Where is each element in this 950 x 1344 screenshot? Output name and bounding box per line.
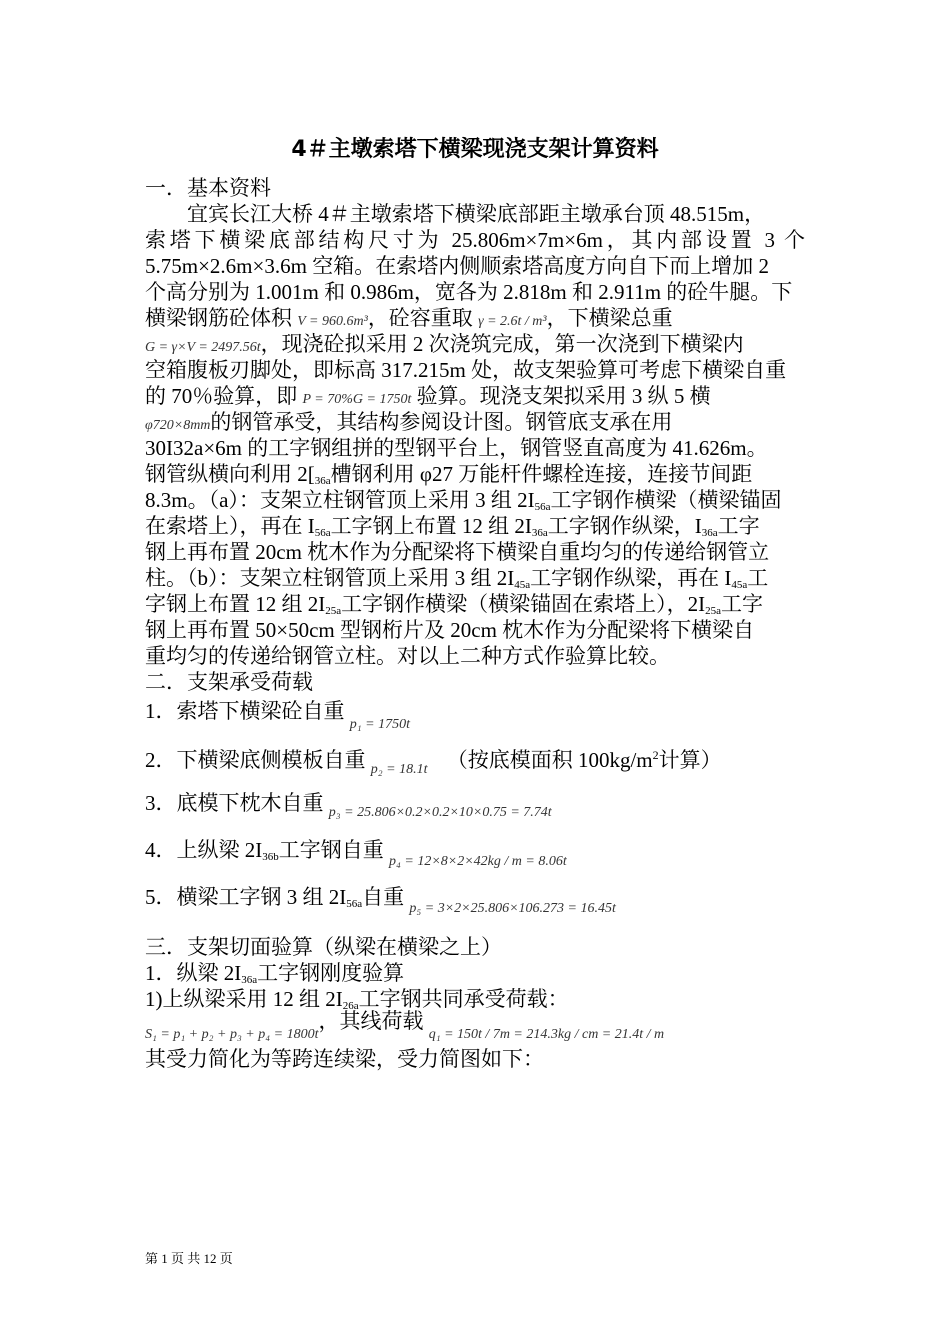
text-run: 的钢管承受，其结构参阅设计图。钢管底支承在用 — [210, 410, 673, 434]
section-heading-load: 二．支架承受荷载 — [145, 670, 313, 694]
text-run: 工字钢作纵梁，I — [547, 514, 702, 538]
formula-density: γ = 2.6t / m³ — [478, 314, 547, 329]
text-run: ，其线荷载 — [318, 1009, 424, 1033]
text-run: 的 70％验算，即 — [145, 384, 298, 408]
subscript: 36a — [701, 527, 718, 539]
text-run: 4．上纵梁 2I — [145, 838, 263, 862]
text-run: 柱。（b）：支架立柱钢管顶上采用 3 组 2I — [145, 566, 515, 590]
text-run: 工字钢作横梁（横梁锚固 — [550, 488, 782, 512]
text-run: 工字钢作横梁（横梁锚固在索塔上），2I — [341, 592, 706, 616]
text-run: 工字钢自重 — [278, 838, 384, 862]
text-run: 工字 — [717, 514, 760, 538]
subscript: 36a — [531, 527, 548, 539]
text-run: 工字 — [721, 592, 764, 616]
text-run: 3．底模下枕木自重 — [145, 791, 324, 815]
paragraph-line: 宜宾长江大桥 4＃主墩索塔下横梁底部距主墩承台顶 48.515m， — [187, 202, 766, 226]
load-item-2 — [145, 742, 722, 777]
page-footer: 第 1 页 共 12 页 — [145, 1251, 233, 1266]
text-run: 工字钢作纵梁，再在 I — [530, 566, 732, 590]
text-run: ，砼容重取 — [367, 306, 473, 330]
load-item-1 — [145, 698, 410, 732]
paragraph-line: 钢上再布置 20cm 枕木作为分配梁将下横梁自重均匀的传递给钢管立 — [145, 540, 770, 564]
formula-weight: G = γ×V = 2497.56t — [145, 340, 261, 355]
text-run: 工字钢刚度验算 — [257, 961, 405, 985]
paragraph-line: 钢上再布置 50×50cm 型钢桁片及 20cm 枕木作为分配梁将下横梁自 — [145, 618, 755, 642]
subscript: 56a — [534, 501, 551, 513]
text-run: 横梁钢筋砼体积 — [145, 306, 292, 330]
text-run: 槽钢利用 φ27 万能杆件螺栓连接，连接节间距 — [330, 462, 753, 486]
paragraph-line: 重均匀的传递给钢管立柱。对以上二种方式作验算比较。 — [145, 644, 670, 668]
load-item-3 — [145, 790, 552, 820]
paragraph-line: 空箱腹板刃脚处，即标高 317.215m 处，故支架验算可考虑下横梁自重 — [145, 358, 787, 382]
text-run: 工 — [747, 566, 769, 590]
paragraph-line: 索塔下横梁底部结构尺寸为 25.806m×7m×6m，其内部设置 3 个 — [145, 228, 805, 252]
subscript: 36a — [241, 974, 258, 986]
superscript: 2 — [652, 748, 659, 762]
load-item-4 — [145, 837, 567, 870]
paragraph-line: 个高分别为 1.001m 和 0.986m，宽各为 2.818m 和 2.911m 的砼牛腿。下 — [145, 280, 793, 304]
formula-p5: p₅ = 3×2×25.806×106.273 = 16.45t — [409, 901, 616, 916]
formula-p4: p₄ = 12×8×2×42kg / m = 8.06t — [389, 854, 567, 869]
text-run: 工字钢上布置 12 组 2I — [330, 514, 532, 538]
text-run: 2．下横梁底侧模板自重 — [145, 748, 366, 772]
text-run: ，现浇砼拟采用 2 次浇筑完成，第一次浇到下横梁内 — [260, 332, 744, 356]
text-run: 1．索塔下横梁砼自重 — [145, 699, 345, 723]
subscript: 56a — [346, 898, 363, 910]
subscript: 45a — [731, 579, 748, 591]
text-run: 1)上纵梁采用 12 组 2I — [145, 987, 343, 1011]
load-item-5 — [145, 884, 616, 917]
subscript: 26a — [342, 1000, 359, 1012]
paragraph-line — [145, 1008, 665, 1042]
text-run: ，下横梁总重 — [546, 306, 673, 330]
paragraph-line: 30I32a×6m 的工字钢组拼的型钢平台上，钢管竖直高度为 41.626m。 — [145, 436, 768, 460]
text-run: 1．纵梁 2I — [145, 961, 242, 985]
text-run: 计算） — [658, 748, 722, 772]
subscript: 36a — [314, 475, 331, 487]
text-run: 8.3m。（a）：支架立柱钢管顶上采用 3 组 2I — [145, 488, 535, 512]
formula-volume: V = 960.6m³ — [297, 314, 368, 329]
document-title: 4＃主墩索塔下横梁现浇支架计算资料 — [291, 137, 659, 162]
formula-pipe: φ720×8mm — [145, 418, 211, 433]
subscript: 45a — [514, 579, 531, 591]
formula-p3: p₃ = 25.806×0.2×0.2×10×0.75 = 7.74t — [328, 805, 552, 820]
section-heading-basic: 一．基本资料 — [145, 176, 271, 200]
paragraph-line: 其受力简化为等跨连续梁，受力简图如下： — [145, 1047, 544, 1071]
subscript: 56a — [314, 527, 331, 539]
subscript: 25a — [325, 605, 342, 617]
text-run: 字钢上布置 12 组 2I — [145, 592, 326, 616]
text-run: 5．横梁工字钢 3 组 2I — [145, 885, 347, 909]
text-run: 在索塔上），再在 I — [145, 514, 315, 538]
formula-s1: S₁ = p₁ + p₂ + p₃ + p₄ = 1800t — [145, 1027, 319, 1042]
text-run: 工字钢共同承受荷载： — [358, 987, 569, 1011]
formula-p1: p₁ = 1750t — [349, 717, 410, 732]
formula-p2: p₂ = 18.1t — [370, 762, 428, 777]
paragraph-line: 5.75m×2.6m×3.6m 空箱。在索塔内侧顺索塔高度方向自下而上增加 2 — [145, 254, 769, 278]
text-run: 钢管纵横向利用 2[ — [145, 462, 315, 486]
subscript: 36b — [262, 851, 279, 863]
section-heading-check: 三．支架切面验算（纵梁在横梁之上） — [145, 935, 502, 959]
text-run: 自重 — [362, 885, 405, 909]
subscript: 25a — [705, 605, 722, 617]
text-run: （按底模面积 100kg/m — [446, 748, 653, 772]
formula-load: P = 70%G = 1750t — [302, 392, 412, 407]
formula-q1: q₁ = 150t / 7m = 214.3kg / cm = 21.4t / m — [428, 1027, 665, 1042]
text-run: 验算。现浇支架拟采用 3 纵 5 横 — [416, 384, 711, 408]
